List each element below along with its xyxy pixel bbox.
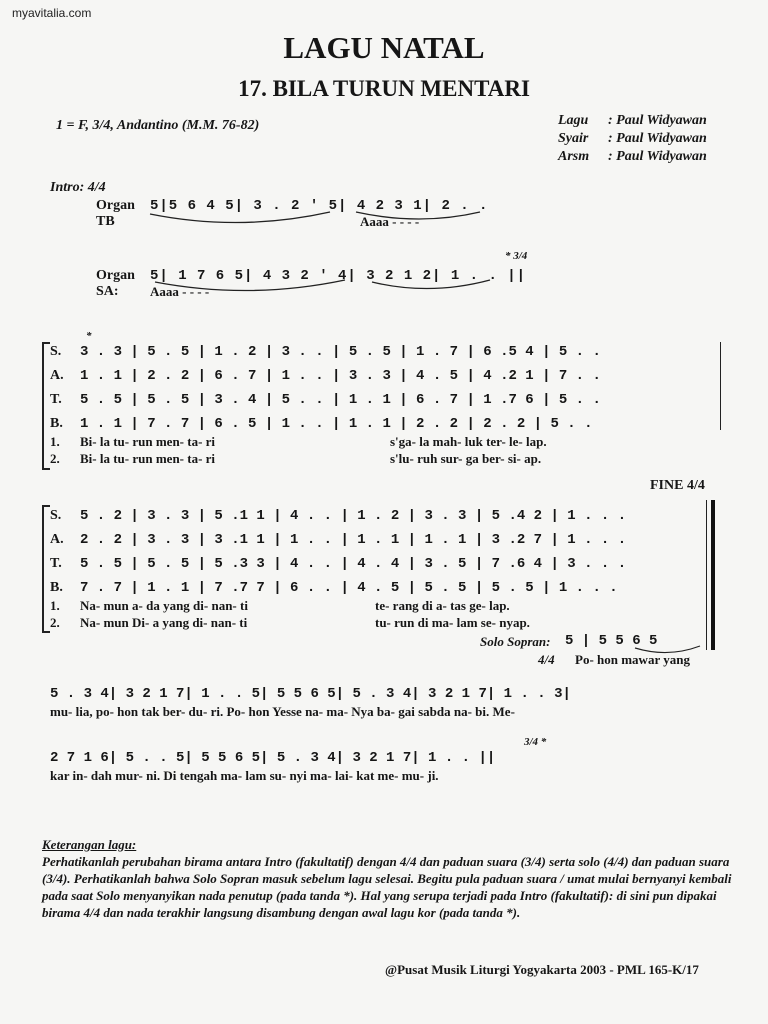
system1-star: * [86, 330, 92, 342]
intro1-lyric: Aaaa - - - - [360, 214, 420, 229]
intro2-meter: * 3/4 [505, 250, 528, 262]
notes-heading: Keterangan lagu: [42, 837, 137, 852]
system2-notes-b: 7 . 7 | 1 . 1 | 7 .7 7 | 6 . . | 4 . 5 | 5 . 5 | 5 . 5 | 1 . . . [80, 580, 618, 596]
slur-intro2-a [155, 280, 345, 291]
intro2-notes: 5| 1 7 6 5| 4 3 2 ' 4| 3 2 1 2| 1 . . || [150, 268, 527, 284]
slur-intro2-b [372, 280, 490, 289]
solo-meter: 4/4 [538, 652, 555, 667]
system2-lyric1a: Na- mun a- da yang di- nan- ti [80, 598, 248, 613]
solo-label: Solo Sopran: [480, 634, 551, 649]
system2-lyric1b: te- rang di a- tas ge- lap. [375, 598, 510, 613]
system2-lyric2b: tu- run di ma- lam se- nyap. [375, 615, 530, 630]
key-tempo: 1 = F, 3/4, Andantino (M.M. 76-82) [56, 118, 260, 133]
system2-bar-thin [706, 500, 707, 650]
system2-notes-a: 2 . 2 | 3 . 3 | 3 .1 1 | 1 . . | 1 . 1 | 1 . 1 | 3 .2 7 | 1 . . . [80, 532, 627, 548]
system1-lyric1b: s'ga- la mah- luk ter- le- lap. [390, 434, 547, 449]
fine-marker: FINE 4/4 [650, 478, 705, 493]
melody2-notes: 2 7 1 6| 5 . . 5| 5 5 6 5| 5 . 3 4| 3 2 1 7| 1 . . || [50, 750, 496, 766]
system1-lyric2-num: 2. [50, 451, 60, 466]
melody2-lyric: kar in- dah mur- ni. Di tengah ma- lam su- nyi ma- lai- kat me- mu- ji. [50, 768, 439, 783]
system1-notes-t: 5 . 5 | 5 . 5 | 3 . 4 | 5 . . | 1 . 1 | 6 . 7 | 1 .7 6 | 5 . . [80, 392, 601, 408]
melody2-meter: 3/4 * [524, 736, 547, 748]
system1-notes-s: 3 . 3 | 5 . 5 | 1 . 2 | 3 . . | 5 . 5 | 1 . 7 | 6 .5 4 | 5 . . [80, 344, 601, 360]
slur-intro1-a [150, 212, 330, 223]
system2-voice-s: S. [50, 508, 62, 523]
solo-lyric: Po- hon mawar yang [575, 652, 690, 667]
system1-voice-b: B. [50, 416, 63, 431]
slur-intro1-b [356, 212, 480, 219]
system2-lyric2-num: 2. [50, 615, 60, 630]
system1-lyric2b: s'lu- ruh sur- ga ber- si- ap. [390, 451, 542, 466]
system2-voice-t: T. [50, 556, 62, 571]
credit-lagu: Lagu : Paul Widyawan [558, 113, 707, 128]
system2-brace [42, 505, 50, 633]
intro2-lyric: Aaaa - - - - [150, 284, 210, 299]
system2-lyric1-num: 1. [50, 598, 60, 613]
intro2-part-organ: Organ [96, 268, 135, 283]
credit-syair: Syair : Paul Widyawan [558, 131, 707, 146]
footer-copyright: @Pusat Musik Liturgi Yogyakarta 2003 - PML 165-K/17 [385, 962, 699, 977]
system1-notes-b: 1 . 1 | 7 . 7 | 6 . 5 | 1 . . | 1 . 1 | 2 . 2 | 2 . 2 | 5 . . [80, 416, 593, 432]
system2-voice-b: B. [50, 580, 63, 595]
system1-notes-a: 1 . 1 | 2 . 2 | 6 . 7 | 1 . . | 3 . 3 | 4 . 5 | 4 .2 1 | 7 . . [80, 368, 601, 384]
notes-body: Perhatikanlah perubahan birama antara Intro (fakultatif) dengan 4/4 dan paduan suara (3/4) serta solo (4/4) dan paduan suara (3/4). Perhatikanlah bahwa Solo Sopran masuk sebelum lagu selesai. Begitu pula paduan suara / umat mulai bernyanyi kembali pada saat Solo menyanyikan nada penutup (pada tanda *). Hal yang serupa terjadi pada Intro (fakultatif): di sini pun dipakai birama 4/4 dan nada terakhir langsung disambung dengan awal lagu kor (pada tanda *). [42, 854, 732, 920]
page-title: LAGU NATAL [283, 30, 485, 65]
system1-lyric1-num: 1. [50, 434, 60, 449]
system2-notes-s: 5 . 2 | 3 . 3 | 5 .1 1 | 4 . . | 1 . 2 | 3 . 3 | 5 .4 2 | 1 . . . [80, 508, 627, 524]
system2-lyric2a: Na- mun Di- a yang di- nan- ti [80, 615, 248, 630]
system1-end-bar [720, 342, 721, 430]
system2-voice-a: A. [50, 532, 64, 547]
system2-bar-thick [711, 500, 715, 650]
intro2-part-sa: SA: [96, 284, 119, 299]
melody1-lyric: mu- lia, po- hon tak ber- du- ri. Po- hon Yesse na- ma- Nya ba- gai sabda na- bi. Me- [50, 704, 515, 719]
solo-notes: 5 | 5 5 6 5 [565, 633, 658, 649]
credit-arsm: Arsm : Paul Widyawan [558, 149, 707, 164]
melody1-notes: 5 . 3 4| 3 2 1 7| 1 . . 5| 5 5 6 5| 5 . 3 4| 3 2 1 7| 1 . . 3| [50, 686, 571, 702]
intro1-part-tb: TB [96, 214, 115, 229]
system1-voice-s: S. [50, 344, 62, 359]
song-notes [42, 836, 742, 921]
intro1-part-organ: Organ [96, 198, 135, 213]
system1-voice-a: A. [50, 368, 64, 383]
site-watermark: myavitalia.com [12, 6, 92, 20]
system1-brace [42, 342, 50, 470]
intro1-notes: 5|5 6 4 5| 3 . 2 ' 5| 4 2 3 1| 2 . . [150, 198, 489, 214]
system1-voice-t: T. [50, 392, 62, 407]
system1-lyric1a: Bi- la tu- run men- ta- ri [80, 434, 216, 449]
song-title: 17. BILA TURUN MENTARI [238, 76, 530, 101]
intro-label: Intro: 4/4 [50, 180, 106, 195]
system1-lyric2a: Bi- la tu- run men- ta- ri [80, 451, 216, 466]
system2-notes-t: 5 . 5 | 5 . 5 | 5 .3 3 | 4 . . | 4 . 4 | 3 . 5 | 7 .6 4 | 3 . . . [80, 556, 627, 572]
